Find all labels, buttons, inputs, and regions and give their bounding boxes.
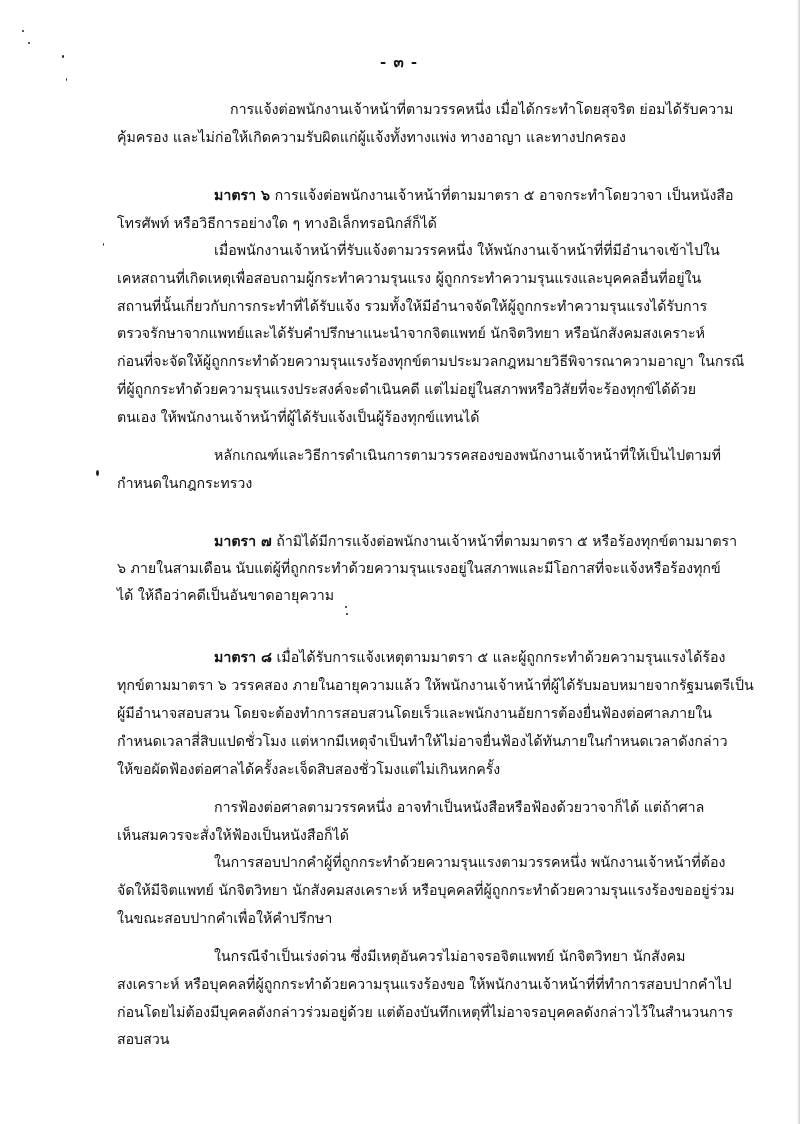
text-line: ๖ ภายในสามเดือน นับแต่ผู้ที่ถูกกระทำด้วยความรุนแรงอยู่ในสภาพและมีโอกาสที่จะแจ้งหรือร้องทุกข์ [117, 561, 721, 577]
text-line: ที่ผู้ถูกกระทำด้วยความรุนแรงประสงค์จะดำเนินคดี แต่ไม่อยู่ในสภาพหรือวิสัยที่จะร้องทุกข์ได้ด้วย [117, 382, 697, 398]
text-line: สงเคราะห์ หรือบุคคลที่ผู้ถูกกระทำด้วยความรุนแรงร้องขอ ให้พนักงานเจ้าหน้าที่ที่ทำการสอบปากคำไป [117, 977, 732, 993]
text-line: เห็นสมควรจะสั่งให้ฟ้องเป็นหนังสือก็ได้ [117, 828, 349, 844]
text-line: กำหนดเวลาสี่สิบแปดชั่วโมง แต่หากมีเหตุจำเป็นทำให้ไม่อาจยื่นฟ้องได้ทันภายในกำหนดเวลาดังกล่าว [117, 734, 728, 750]
text-line: เคหสถานที่เกิดเหตุเพื่อสอบถามผู้กระทำความรุนแรง ผู้ถูกกระทำความรุนแรงและบุคคลอื่นที่อยู่ใน [117, 271, 702, 287]
scan-speck [62, 55, 64, 58]
section-paragraph [214, 648, 725, 668]
text-line: ในขณะสอบปากคำเพื่อให้คำปรึกษา [117, 911, 333, 927]
text-line: สถานที่นั้นเกี่ยวกับการกระทำที่ได้รับแจ้ง รวมทั้งให้มีอำนาจจัดให้ผู้ถูกกระทำความรุนแรงได้รับการ [117, 299, 708, 315]
text-line: การฟ้องต่อศาลตามวรรคหนึ่ง อาจทำเป็นหนังสือหรือฟ้องด้วยวาจาก็ได้ แต่ถ้าศาล [214, 800, 705, 816]
text-line: ตนเอง ให้พนักงานเจ้าหน้าที่ผู้ได้รับแจ้งเป็นผู้ร้องทุกข์แทนได้ [117, 410, 480, 426]
text-line: กำหนดในกฎกระทรวง [117, 476, 253, 492]
text-line: ได้ ให้ถือว่าคดีเป็นอันขาดอายุความ [117, 588, 335, 604]
text-line: เมื่อพนักงานเจ้าหน้าที่รับแจ้งตามวรรคหนึ่ง ให้พนักงานเจ้าหน้าที่ที่มีอำนาจเข้าไปใน [214, 243, 720, 259]
text-line: คุ้มครอง และไม่ก่อให้เกิดความรับผิดแก่ผู้แจ้งทั้งทางแพ่ง ทางอาญา และทางปกครอง [117, 130, 626, 146]
text-line: ผู้มีอำนาจสอบสวน โดยจะต้องทำการสอบสวนโดยเร็วและพนักงานอัยการต้องยื่นฟ้องต่อศาลภายใน [117, 706, 713, 722]
text-line: โทรศัพท์ หรือวิธีการอย่างใด ๆ ทางอิเล็กทรอนิกส์ก็ได้ [117, 216, 437, 232]
section-paragraph [214, 186, 734, 206]
scan-speck [66, 78, 67, 81]
text-line: ในกรณีจำเป็นเร่งด่วน ซึ่งมีเหตุอันควรไม่อาจรอจิตแพทย์ นักจิตวิทยา นักสังคม [214, 949, 686, 965]
text-line: การแจ้งต่อพนักงานเจ้าหน้าที่ตามวรรคหนึ่ง เมื่อได้กระทำโดยสุจริต ย่อมได้รับความ [230, 102, 734, 118]
scan-speck [346, 613, 348, 615]
text-line: ในการสอบปากคำผู้ที่ถูกกระทำด้วยความรุนแรงตามวรรคหนึ่ง พนักงานเจ้าหน้าที่ต้อง [214, 855, 726, 871]
scan-speck [22, 30, 24, 32]
scan-speck [345, 606, 347, 608]
section-paragraph [214, 532, 737, 552]
text-line: ก่อนโดยไม่ต้องมีบุคคลดังกล่าวร่วมอยู่ด้วย แต่ต้องบันทึกเหตุที่ไม่อาจรอบุคคลดังกล่าวไว้ในสำนวนการ [117, 1005, 734, 1021]
text-line: หลักเกณฑ์และวิธีการดำเนินการตามวรรคสองของพนักงานเจ้าหน้าที่ให้เป็นไปตามที่ [214, 448, 721, 464]
section-heading: มาตรา ๖ [214, 188, 271, 204]
text-line: ให้ขอผัดฟ้องต่อศาลได้ครั้งละเจ็ดสิบสองชั่วโมงแต่ไม่เกินหกครั้ง [117, 762, 501, 778]
section-heading: มาตรา ๗ [214, 534, 272, 550]
scan-speck [96, 470, 99, 476]
text-line: การแจ้งต่อพนักงานเจ้าหน้าที่ตามมาตรา ๕ อาจกระทำโดยวาจา เป็นหนังสือ [270, 188, 734, 204]
text-line: ตรวจรักษาจากแพทย์และได้รับคำปรึกษาแนะนำจากจิตแพทย์ นักจิตวิทยา หรือนักสังคมสงเคราะห์ [117, 326, 705, 342]
scan-speck [28, 42, 30, 44]
text-line: จัดให้มีจิตแพทย์ นักจิตวิทยา นักสังคมสงเคราะห์ หรือบุคคลที่ผู้ถูกกระทำด้วยความรุนแรงร้องขออยู่ร่วม [117, 883, 735, 899]
page-number: - ๓ - [380, 53, 419, 71]
section-heading: มาตรา ๘ [214, 650, 273, 666]
text-line: ทุกข์ตามมาตรา ๖ วรรคสอง ภายในอายุความแล้ว ให้พนักงานเจ้าหน้าที่ผู้ได้รับมอบหมายจากรัฐมนตรีเป็น [117, 678, 754, 694]
text-line: ถ้ามิได้มีการแจ้งต่อพนักงานเจ้าหน้าที่ตามมาตรา ๕ หรือร้องทุกข์ตามมาตรา [271, 534, 738, 550]
text-line: ก่อนที่จะจัดให้ผู้ถูกกระทำด้วยความรุนแรงร้องทุกข์ตามประมวลกฎหมายวิธีพิจารณาความอาญา ในกรณี [117, 354, 745, 370]
text-line: สอบสวน [117, 1032, 170, 1048]
text-line: เมื่อได้รับการแจ้งเหตุตามมาตรา ๕ และผู้ถูกกระทำด้วยความรุนแรงได้ร้อง [272, 650, 726, 666]
scan-speck [103, 243, 104, 246]
